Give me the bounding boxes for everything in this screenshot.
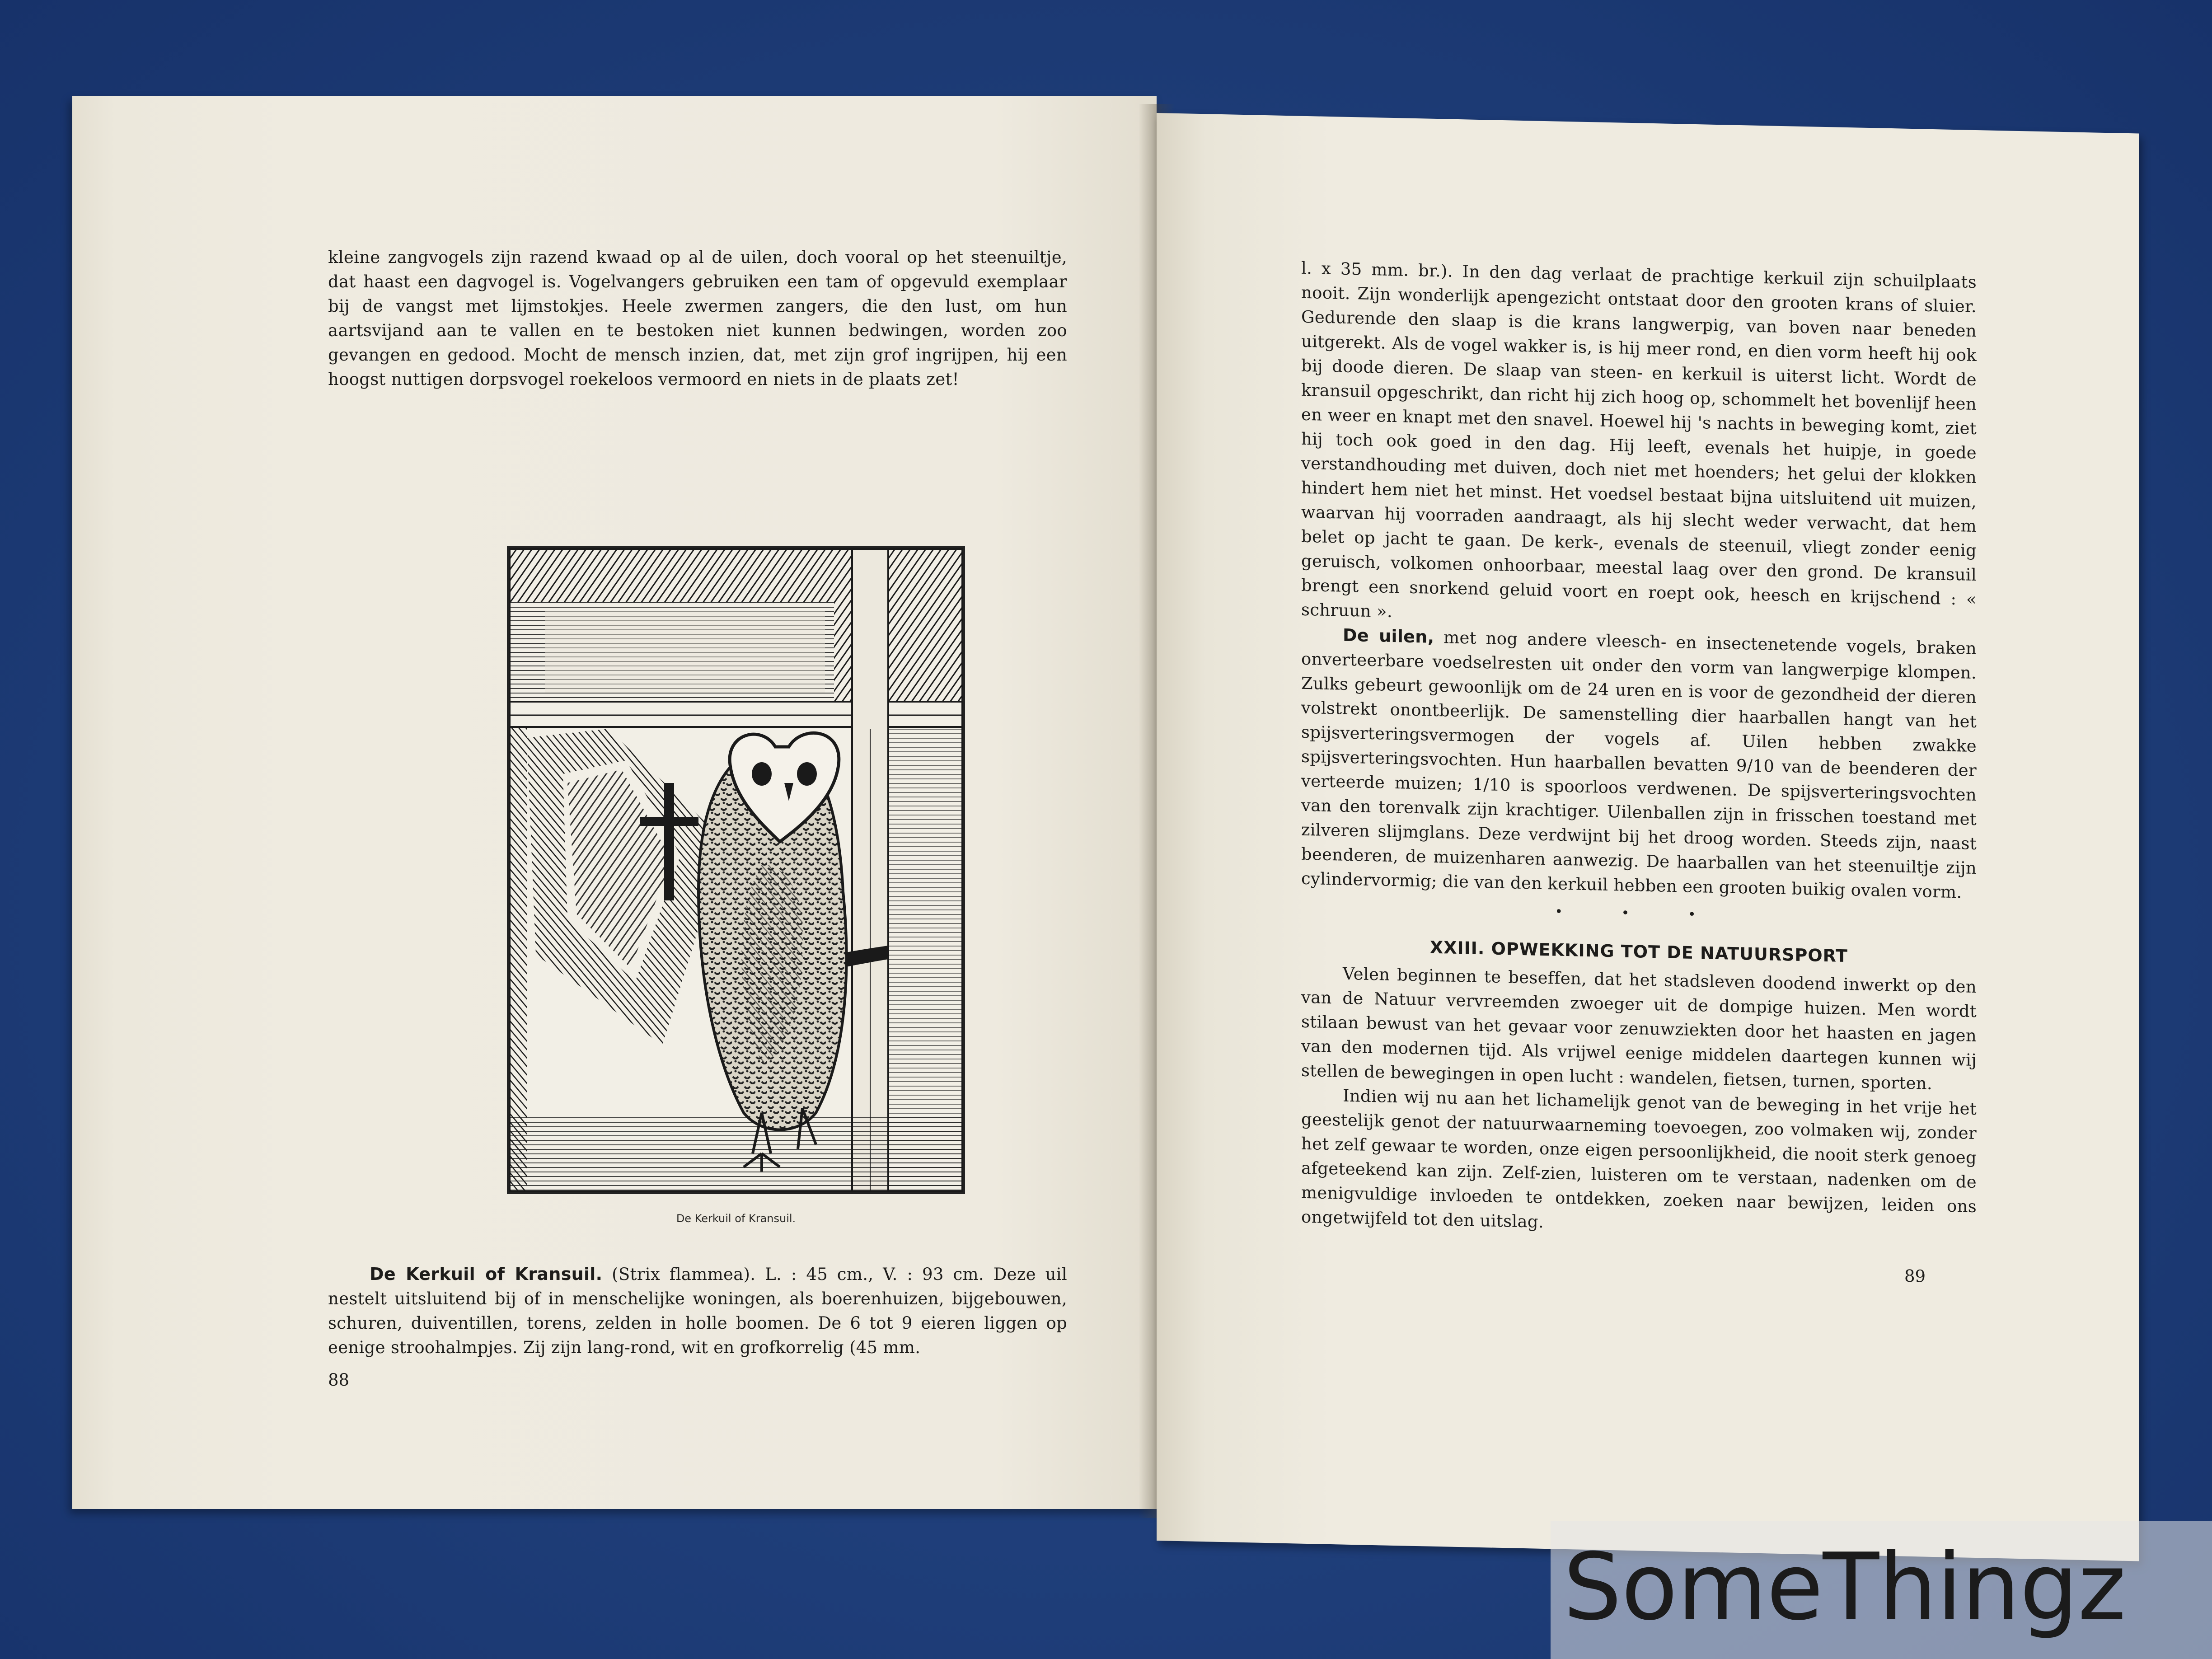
left-bottom-text-block	[328, 1262, 1067, 1360]
watermark-logo-text: SomeThingz	[1563, 1534, 2126, 1641]
entry-text: (Strix flammea). L. : 45 cm., V. : 93 cm. Deze uil nestelt uitsluitend bij of in menschelijke woningen, als boerenhuizen, bijgebouwen, schuren, duiventillen, torens, zelden in holle boomen. De 6 tot 9 eieren liggen op eenige stroohalmpjes. Zij zijn lang-rond, wit en grofkorrelig (45 mm.	[328, 1265, 1068, 1357]
figure-caption: De Kerkuil of Kransuil.	[676, 1212, 796, 1225]
right-paragraph-4: Indien wij nu aan het lichamelijk genot van de beweging in het vrije het geestelijk genot der natuurwaarneming toevoegen, zoo volmaken wij, zonder het zelf gewaar te worden, onze eigen persoonlijkheid, die nooit sterk genoeg afgeteekend kan zijn. Zelf-zien, luisteren om te verstaan, nadenken om de menigvuldige invloeden te ontdekken, zoeken naar bewijzen, leiden ons ongetwijfeld tot den uitslag.	[1301, 1086, 1977, 1232]
page-number-right: 89	[1904, 1266, 1926, 1286]
left-page	[72, 96, 1157, 1509]
barn-owl-woodcut-icon	[509, 548, 963, 1192]
right-paragraph-2-text: met nog andere vleesch- en insectenetende vogels, braken onverteerbare voedselresten uit onder den vorm van langwerpige klompen. Zulks gebeurt gewoonlijk om de 24 uren en is voor de gezondheid der dieren volstrekt onontbeerlijk. De samenstelling dier haarballen hangt van het spijsverteringsvermogen der vogels af. Uilen hebben zwakke spijsverteringsvochten. Hun haarballen bevatten 9/10 van de beenderen der verteerde muizen; 1/10 is spoorloos verdwenen. De spijsverteringsvochten van den torenvalk zijn krachtiger. Uilenballen zijn in frisschen toestand met zilveren slijmglans. Deze verdwijnt bij het droog worden. Steeds zijn, naast beenderen, de muizenharen aanwezig. De haarballen van het steenuiltje zijn cylindervormig; die van den kerkuil hebben een grooten buikig ovalen vorm.	[1301, 627, 1977, 902]
left-top-paragraph: kleine zangvogels zijn razend kwaad op al de uilen, doch vooral op het steenuiltje, dat haast een dagvogel is. Vogelvangers gebruiken een tam of opgevuld exemplaar bij de vangst met lijmstokjes. Heele zwermen zangers, die den lust, om hun aartsvijand aan te vallen en te bestoken niet kunnen bedwingen, worden zoo gevangen en gedood. Mocht de mensch inzien, dat, met zijn grof ingrijpen, hij een hoogst nuttigen dorpsvogel roekeloos vermoord en niets in de plaats zet!	[328, 248, 1067, 389]
entry-paragraph	[328, 1262, 1067, 1360]
section-heading: XXIII. OPWEKKING TOT DE NATUURSPORT	[1429, 937, 1848, 966]
owl-illustration	[507, 546, 965, 1194]
right-upper-text-block	[1301, 256, 1977, 905]
right-paragraph-1: l. x 35 mm. br.). In den dag verlaat de prachtige kerkuil zijn schuilplaats nooit. Zijn wonderlijk apengezicht ontstaat door den grooten krans of sluier. Gedurende den slaap is die krans langwerpig, van boven naar beneden uitgerekt. Als de vogel wakker is, is hij meer rond, en dien vorm heeft hij ook bij doode dieren. De slaap van steen- en kerkuil is uiterst licht. Wordt de kransuil opgeschrikt, dan richt hij zich hoog op, schommelt het bovenlijf heen en weer en knapt met den snavel. Hoewel hij 's nachts in beweging komt, ziet hij toch ook goed in den dag. Hij leeft, evenals het huipje, in goede verstandhouding met duiven, doch niet met hoenders; het gelui der klokken hindert hem niet het minst. Het voedsel bestaat bijna uitsluitend uit muizen, waarvan hij voorraden aandraagt, als hij slecht weder verwacht, dat hem belet op jacht te gaan. De kerk-, evenals de steenuil, vliegt zonder eenig geruisch, volkomen onhoorbaar, meestal laag over den grond. De kransuil brengt een snorkend geluid voort en roept ook, heesch en krijschend : « schruun ».	[1301, 258, 1977, 621]
right-paragraph-3: Velen beginnen te beseffen, dat het stadsleven doodend inwerkt op den van de Natuur vervreemden zwoeger uit de dompige huizen. Men wordt stilaan bewust van het gevaar voor zenuwziekten door het haasten en jagen van den modernen tijd. Als vrijwel eenige middelen daartegen kunnen wij stellen de bewegingen in open lucht : wandelen, fietsen, turnen, sporten.	[1301, 964, 1977, 1093]
uilen-heading: De uilen,	[1343, 625, 1434, 647]
left-top-text-block	[328, 245, 1067, 392]
right-paragraph-2	[1301, 622, 1977, 905]
entry-title: De Kerkuil of Kransuil.	[370, 1264, 603, 1284]
right-page	[1157, 113, 2139, 1561]
right-lower-text-block	[1301, 961, 1977, 1243]
page-number-left: 88	[328, 1370, 350, 1390]
section-separator: • • •	[1555, 904, 1723, 923]
